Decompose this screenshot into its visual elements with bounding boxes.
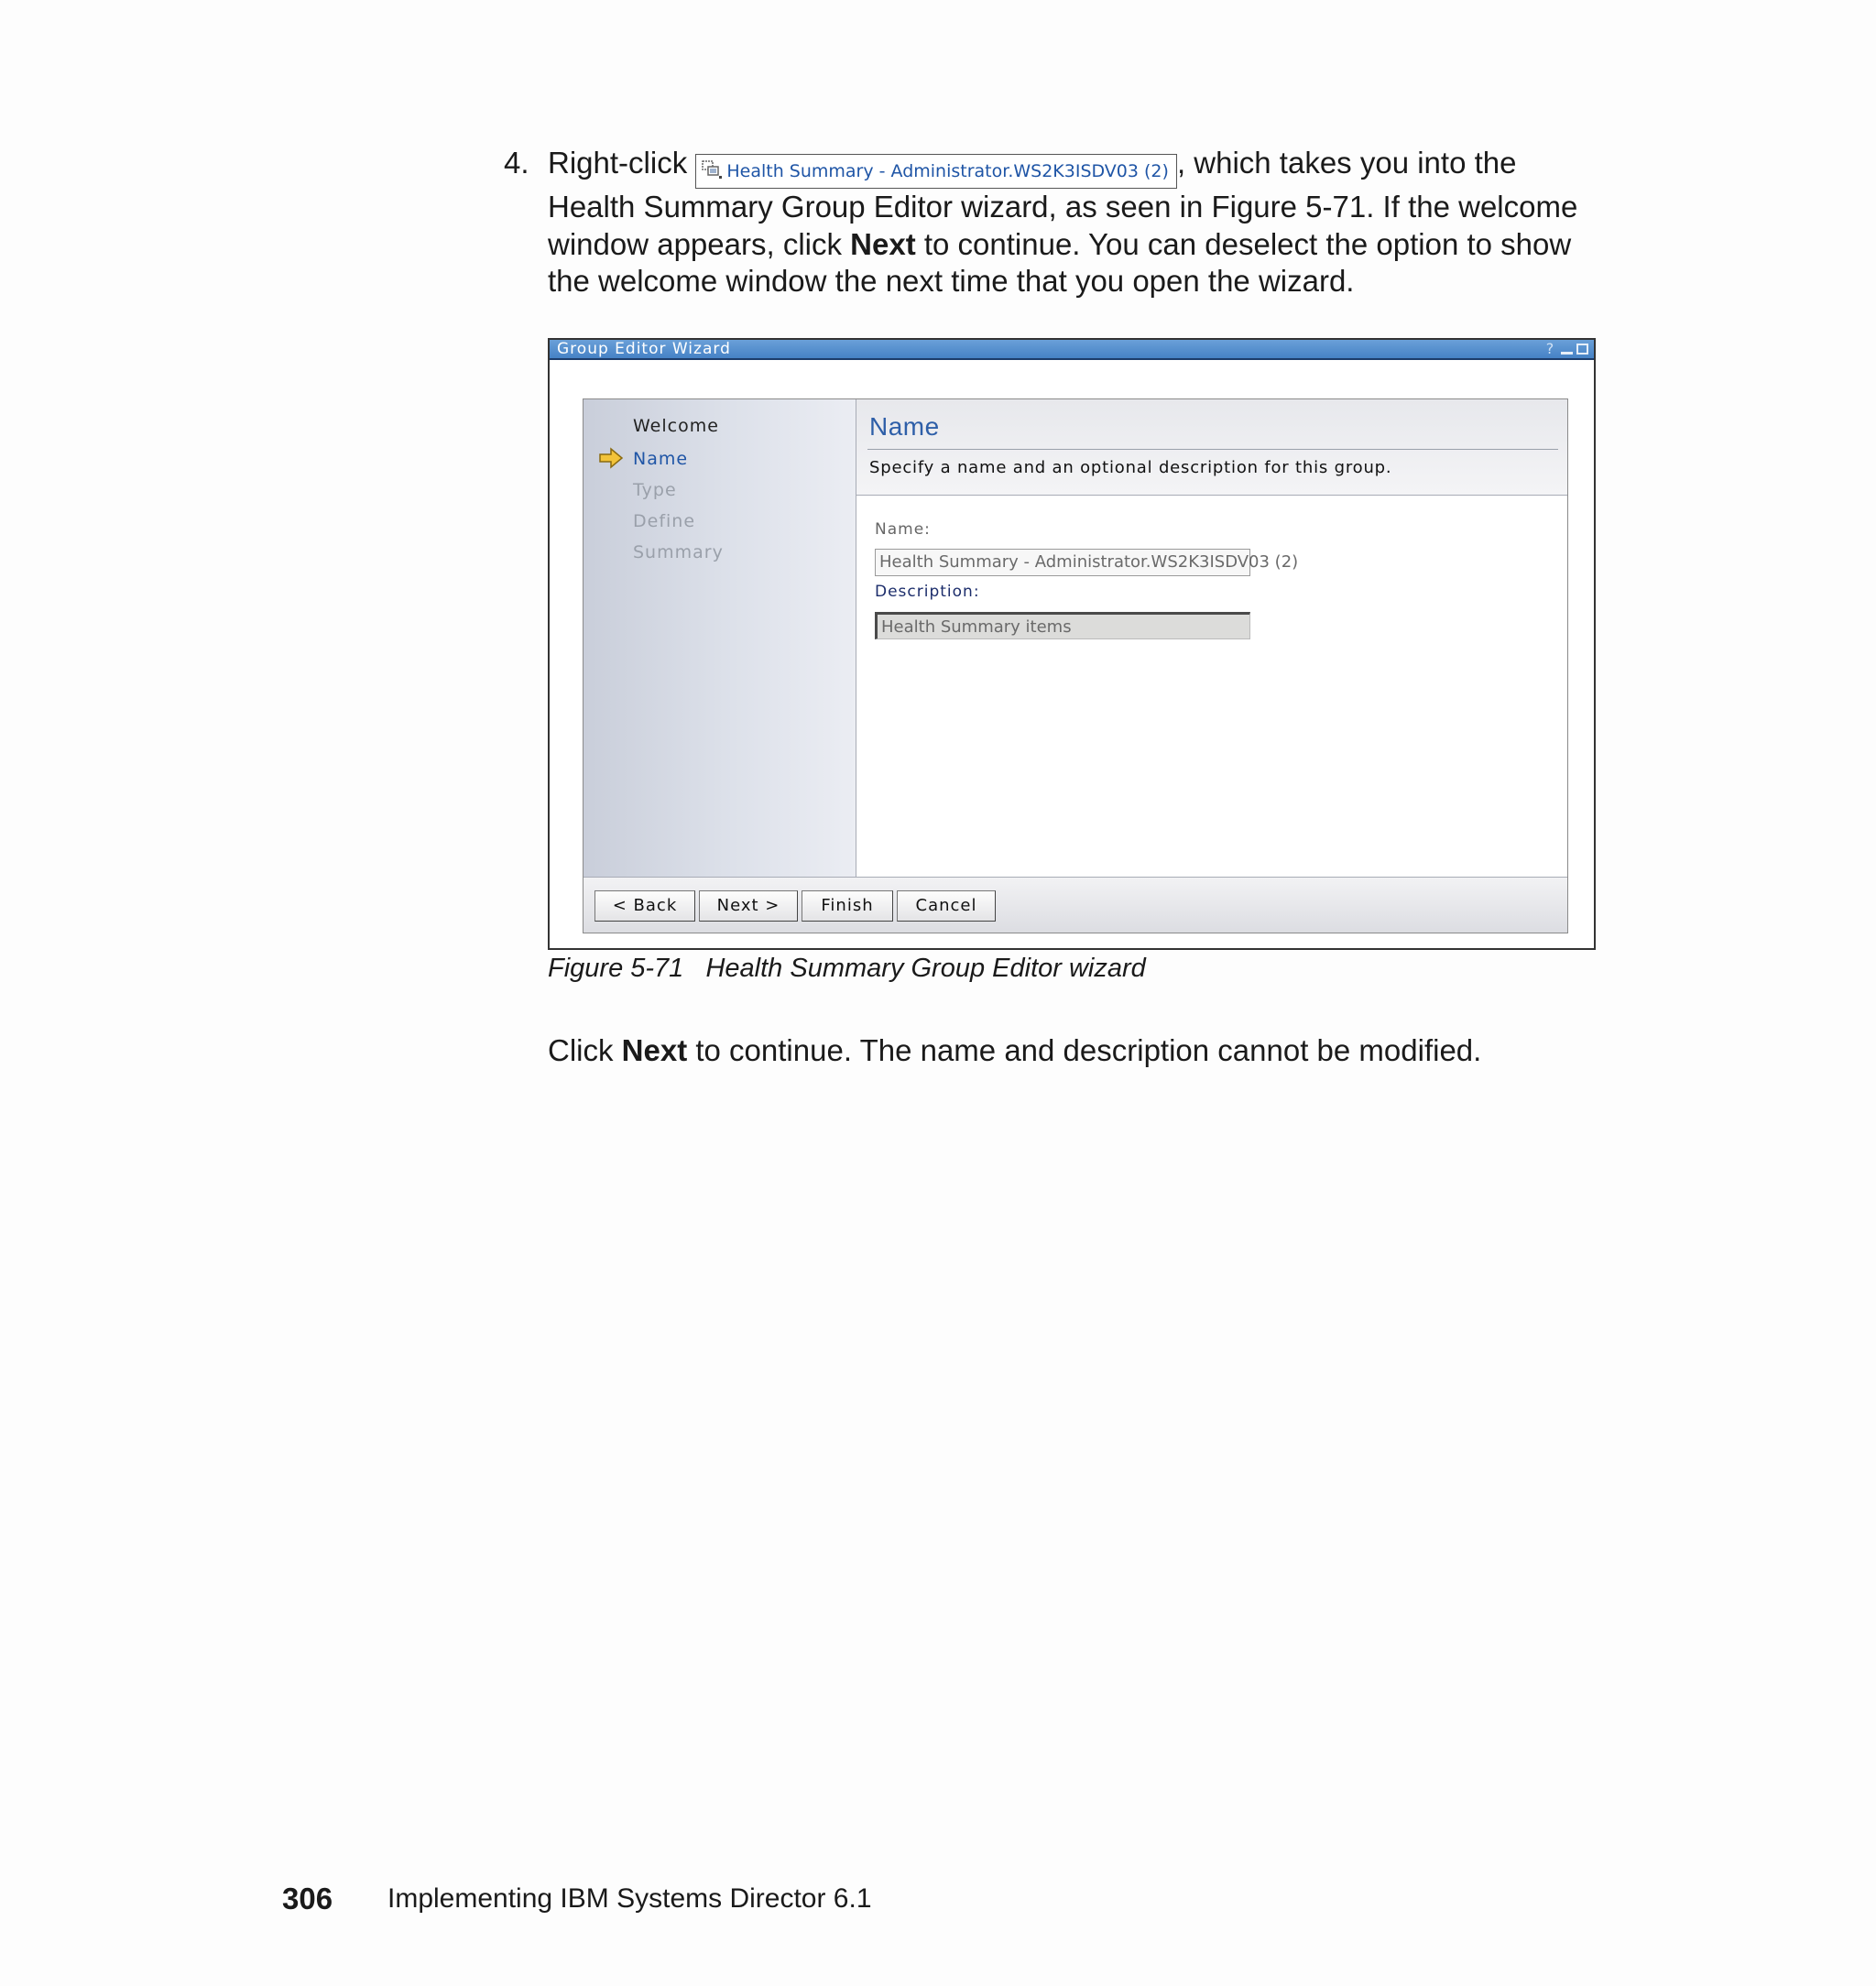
minimize-icon[interactable] bbox=[1561, 352, 1573, 355]
step-paragraph bbox=[504, 145, 1603, 300]
step-define: Define bbox=[633, 511, 696, 531]
description-field[interactable]: Health Summary items bbox=[875, 612, 1250, 639]
current-step-arrow-icon bbox=[598, 447, 624, 469]
step-welcome[interactable]: Welcome bbox=[633, 416, 719, 436]
next-button[interactable]: Next > bbox=[699, 890, 798, 922]
step-text-before: Right-click bbox=[548, 146, 696, 180]
name-field[interactable]: Health Summary - Administrator.WS2K3ISDV03 (2) bbox=[875, 549, 1250, 576]
after-text-before: Click bbox=[548, 1033, 622, 1067]
health-summary-node[interactable] bbox=[695, 154, 1177, 189]
after-figure-paragraph bbox=[548, 1033, 1481, 1068]
group-icon bbox=[702, 158, 722, 179]
page-number: 306 bbox=[282, 1882, 333, 1915]
step-text-after: , which takes you into the Health Summary Group Editor wizard, as seen in Figure 5-71. If the welcome window appears, click bbox=[548, 146, 1578, 261]
next-emphasis: Next bbox=[850, 226, 916, 261]
window-titlebar bbox=[550, 340, 1594, 360]
step-number: 4. bbox=[504, 146, 529, 180]
maximize-icon[interactable] bbox=[1576, 344, 1588, 355]
step-name[interactable]: Name bbox=[633, 449, 689, 469]
health-summary-node-label: Health Summary - Administrator.WS2K3ISDV03 (2) bbox=[726, 161, 1169, 181]
name-label: Name: bbox=[875, 520, 931, 539]
help-icon[interactable]: ? bbox=[1545, 340, 1554, 357]
step-text-end: to continue. You can deselect the option to show the welcome window the next time that you open the wizard. bbox=[548, 226, 1572, 298]
after-next-emphasis: Next bbox=[621, 1033, 688, 1067]
wizard-frame bbox=[583, 398, 1568, 933]
content-header bbox=[856, 399, 1567, 496]
page-description: Specify a name and an optional description for this group. bbox=[869, 458, 1392, 477]
titlebar-controls bbox=[1543, 341, 1588, 357]
wizard-steps-sidebar bbox=[584, 399, 856, 878]
figure-number: Figure 5-71 bbox=[548, 954, 684, 983]
back-button[interactable]: < Back bbox=[594, 890, 695, 922]
header-divider bbox=[867, 449, 1558, 450]
wizard-content bbox=[856, 399, 1567, 878]
step-type: Type bbox=[633, 480, 677, 500]
after-text-after: to continue. The name and description cannot be modified. bbox=[687, 1033, 1482, 1067]
window-title: Group Editor Wizard bbox=[557, 340, 731, 358]
figure-caption bbox=[548, 954, 1146, 984]
group-editor-wizard-window bbox=[548, 338, 1596, 950]
step-text bbox=[548, 145, 1603, 300]
description-label: Description: bbox=[875, 583, 980, 601]
page-title: Name bbox=[869, 412, 940, 441]
book-title: Implementing IBM Systems Director 6.1 bbox=[387, 1883, 872, 1914]
cancel-button[interactable]: Cancel bbox=[897, 890, 996, 922]
wizard-button-bar bbox=[584, 877, 1567, 933]
figure-title: Health Summary Group Editor wizard bbox=[705, 954, 1146, 983]
finish-button[interactable]: Finish bbox=[802, 890, 893, 922]
step-summary: Summary bbox=[633, 542, 724, 562]
